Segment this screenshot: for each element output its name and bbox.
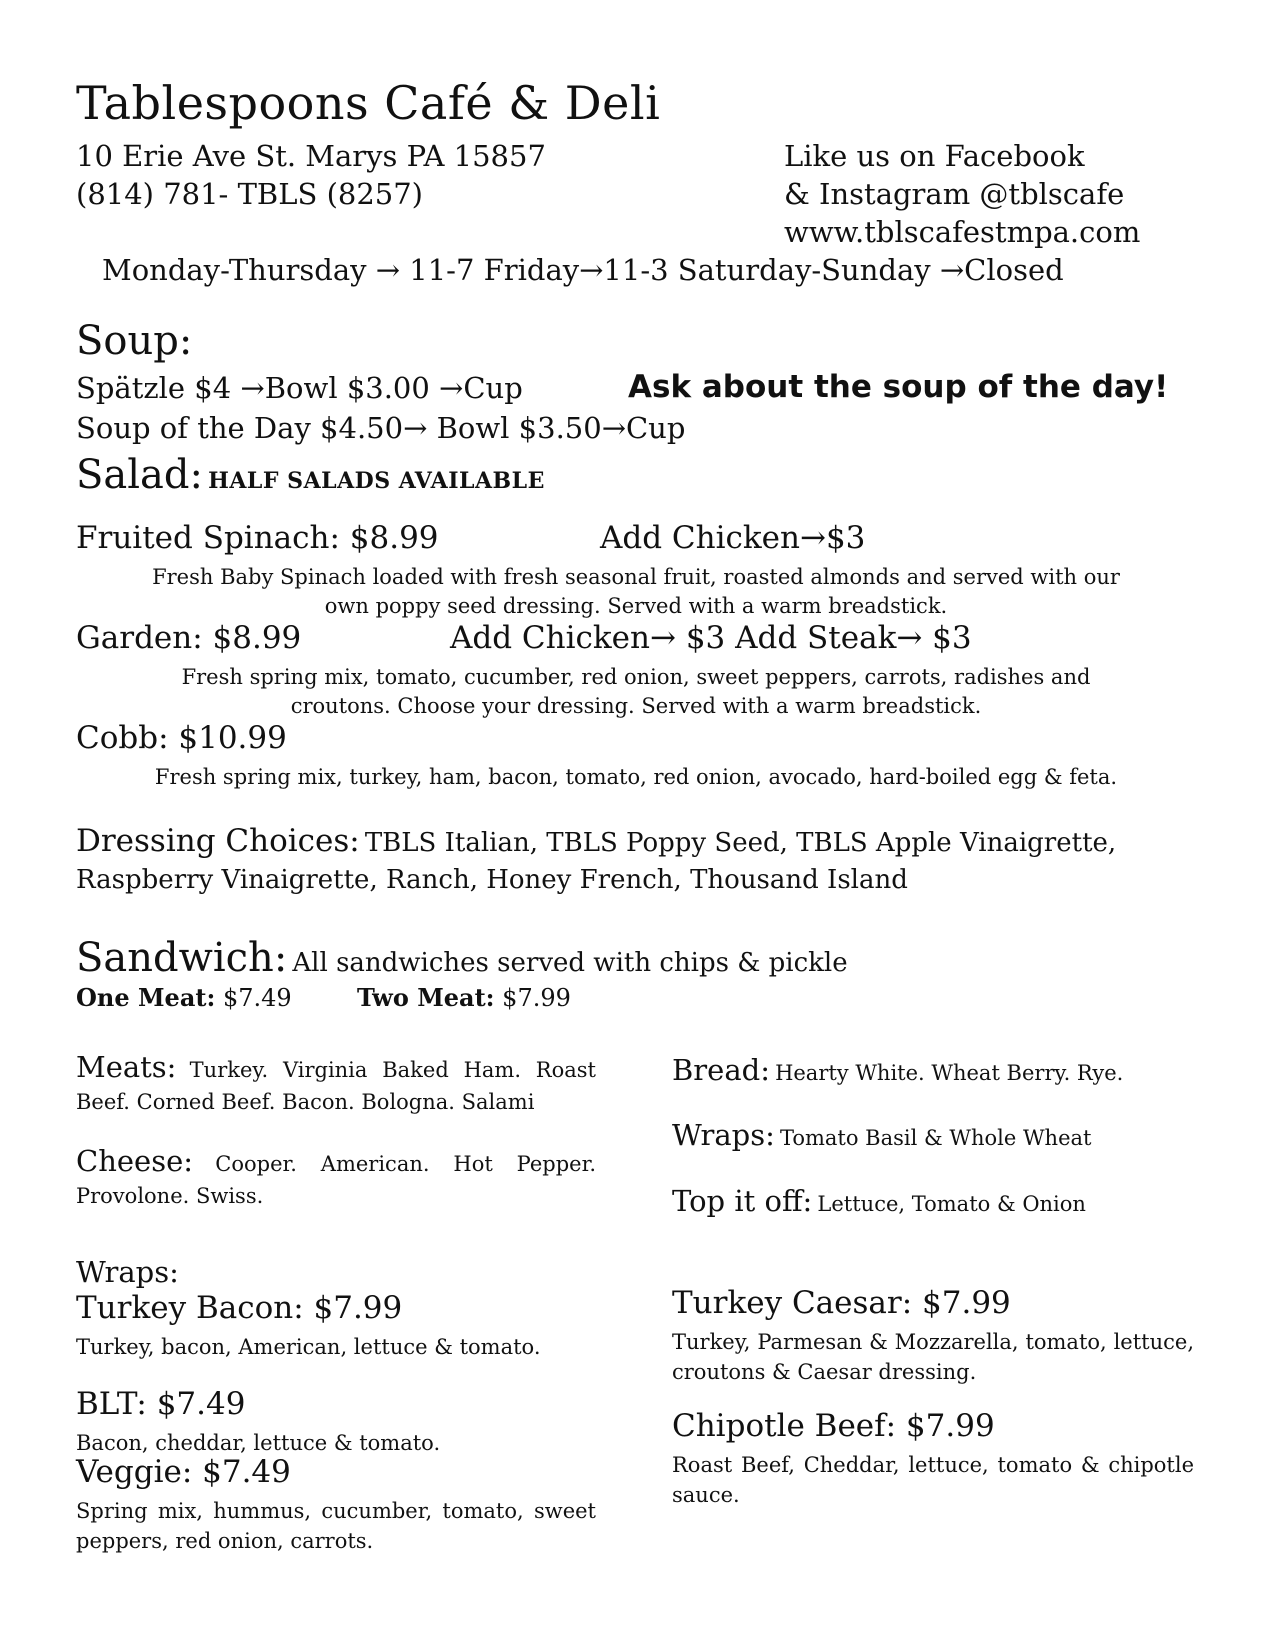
wrap-types-label: Wraps: (672, 1118, 775, 1152)
wrap-item-name: Chipotle Beef: $7.99 (672, 1408, 995, 1444)
contact-block (76, 137, 546, 213)
instagram-text: & Instagram @tblscafe (784, 177, 1125, 211)
meats-block (76, 1052, 596, 1119)
soup-callout: Ask about the soup of the day! (628, 369, 1169, 405)
wrap-item-name: Turkey Caesar: $7.99 (672, 1285, 1011, 1321)
bread-label: Bread: (672, 1053, 770, 1087)
wrap-item-desc: Roast Beef, Cheddar, lettuce, tomato & chipotle sauce. (672, 1453, 1194, 1507)
salad-desc-line: Fresh spring mix, tomato, cucumber, red onion, sweet peppers, carrots, radishes and (181, 665, 1091, 689)
wrap-item-desc: Turkey, bacon, American, lettuce & tomato. (76, 1335, 541, 1359)
salad-item-addon: Add Chicken→$3 (600, 520, 866, 556)
restaurant-title: Tablespoons Café & Deli (76, 76, 661, 130)
wrap-item-desc: Turkey, Parmesan & Mozzarella, tomato, lettuce, croutons & Caesar dressing. (672, 1330, 1194, 1384)
salad-desc-line: Fresh Baby Spinach loaded with fresh seasonal fruit, roasted almonds and served with our (152, 565, 1120, 589)
cheese-block (76, 1146, 596, 1213)
salad-desc-line: Fresh spring mix, turkey, ham, bacon, tomato, red onion, avocado, hard-boiled egg & feta. (154, 765, 1118, 789)
salad-item-name: Cobb: $10.99 (76, 720, 287, 756)
salad-item-desc (76, 663, 1196, 721)
meat-pricing (76, 983, 571, 1012)
toppings-list: Lettuce, Tomato & Onion (817, 1192, 1086, 1216)
soup-heading: Soup: (76, 318, 193, 364)
wraps-heading: Wraps: (76, 1255, 179, 1289)
wrap-item-name: Veggie: $7.49 (76, 1454, 291, 1490)
bread-list: Hearty White. Wheat Berry. Rye. (775, 1061, 1124, 1085)
address: 10 Erie Ave St. Marys PA 15857 (76, 139, 546, 173)
wrap-item-name: Turkey Bacon: $7.99 (76, 1290, 403, 1326)
soup-spaetzle-line: Spätzle $4 →Bowl $3.00 →Cup (76, 371, 523, 405)
sandwich-subheading: All sandwiches served with chips & pickle (292, 948, 848, 978)
dressing-list-2: Raspberry Vinaigrette, Ranch, Honey French, Thousand Island (76, 865, 908, 895)
salad-item-desc (76, 763, 1196, 792)
toppings-block (672, 1184, 1086, 1219)
salad-item-name: Garden: $8.99 (76, 620, 302, 656)
salad-heading: Salad: (76, 452, 203, 498)
two-meat-label: Two Meat: (356, 983, 495, 1012)
sandwich-header (76, 935, 848, 981)
cheese-list: Cooper. American. Hot Pepper. Provolone. Swiss. (76, 1152, 596, 1208)
two-meat-price: $7.99 (502, 984, 571, 1012)
one-meat-label: One Meat: (76, 983, 216, 1012)
wrap-item-desc: Bacon, cheddar, lettuce & tomato. (76, 1431, 441, 1455)
social-block (784, 137, 1140, 251)
dressing-label: Dressing Choices: (76, 823, 360, 859)
business-hours: Monday-Thursday → 11-7 Friday→11-3 Saturday-Sunday →Closed (102, 253, 1064, 287)
phone-number: (814) 781- TBLS (8257) (76, 177, 423, 211)
wrap-item-desc: Spring mix, hummus, cucumber, tomato, sweet peppers, red onion, carrots. (76, 1499, 596, 1553)
bread-block (672, 1053, 1123, 1088)
wrap-item-name: BLT: $7.49 (76, 1386, 246, 1422)
dressing-choices (76, 823, 1116, 859)
meats-label: Meats: (76, 1050, 177, 1084)
wrap-types-list: Tomato Basil & Whole Wheat (779, 1126, 1092, 1150)
salad-desc-line: own poppy seed dressing. Served with a warm breadstick. (324, 594, 948, 618)
website-url: www.tblscafestmpa.com (784, 215, 1141, 249)
salad-header (76, 452, 545, 498)
dressing-list: TBLS Italian, TBLS Poppy Seed, TBLS Apple Vinaigrette, (364, 828, 1117, 858)
toppings-label: Top it off: (672, 1184, 813, 1218)
salad-item-desc (76, 563, 1196, 621)
cheese-label: Cheese: (76, 1144, 194, 1178)
salad-item-addon: Add Chicken→ $3 Add Steak→ $3 (450, 620, 972, 656)
one-meat-price: $7.49 (222, 984, 292, 1012)
half-salads-note: HALF SALADS AVAILABLE (208, 468, 545, 494)
sandwich-heading: Sandwich: (76, 935, 288, 981)
soup-of-day-line: Soup of the Day $4.50→ Bowl $3.50→Cup (76, 411, 686, 445)
salad-item-name: Fruited Spinach: $8.99 (76, 520, 439, 556)
meats-list: Turkey. Virginia Baked Ham. Roast Beef. Corned Beef. Bacon. Bologna. Salami (76, 1058, 596, 1114)
wrap-types-block (672, 1118, 1091, 1153)
facebook-text: Like us on Facebook (784, 139, 1085, 173)
salad-desc-line: croutons. Choose your dressing. Served with a warm breadstick. (290, 694, 982, 718)
